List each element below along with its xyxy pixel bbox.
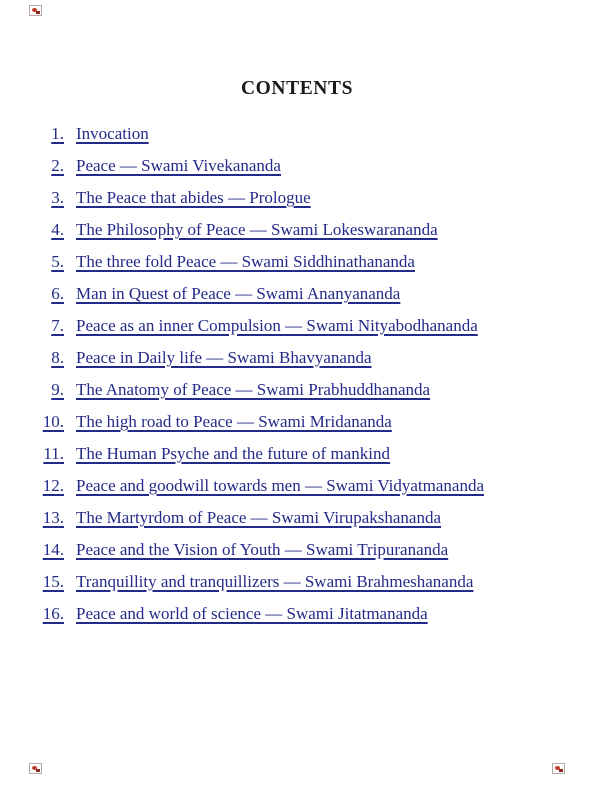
toc-item-label: Peace as an inner Compulsion — Swami Nityabodhananda	[76, 316, 478, 335]
toc-link[interactable]	[29, 598, 579, 630]
toc-link[interactable]	[29, 150, 579, 182]
toc-link[interactable]	[29, 374, 579, 406]
toc-item-label: Peace and the Vision of Youth — Swami Tripurananda	[76, 540, 449, 559]
toc-link[interactable]	[29, 278, 579, 310]
toc-link[interactable]	[29, 534, 579, 566]
toc-item-label: Man in Quest of Peace — Swami Ananyananda	[76, 284, 401, 303]
broken-image-icon	[29, 5, 42, 16]
toc-item-label: The Martyrdom of Peace — Swami Virupakshananda	[76, 508, 442, 527]
toc-item-number: 7.	[51, 316, 64, 335]
toc-item-label: The three fold Peace — Swami Siddhinathananda	[76, 252, 415, 271]
toc-item-number: 2.	[51, 156, 64, 175]
toc-item-label: Peace in Daily life — Swami Bhavyananda	[76, 348, 372, 367]
toc-link[interactable]	[29, 342, 579, 374]
page-title: CONTENTS	[240, 78, 354, 99]
toc-item-number: 10.	[42, 412, 64, 431]
toc-item-number: 8.	[51, 348, 64, 367]
toc-link[interactable]	[29, 502, 579, 534]
toc-item-number: 4.	[51, 220, 64, 239]
toc-link[interactable]	[29, 566, 579, 598]
toc-item-label: The Peace that abides — Prologue	[76, 188, 311, 207]
toc-item-number: 3.	[51, 188, 64, 207]
toc-item-label: Invocation	[76, 124, 149, 143]
toc-item-label: The high road to Peace — Swami Mridananda	[76, 412, 392, 431]
toc-link[interactable]	[29, 406, 579, 438]
toc-item-label: Tranquillity and tranquillizers — Swami Brahmeshananda	[76, 572, 474, 591]
toc-link[interactable]	[29, 214, 579, 246]
toc-link[interactable]	[29, 246, 579, 278]
toc-item-number: 14.	[42, 540, 64, 559]
toc-link[interactable]	[29, 182, 579, 214]
toc-item-label: Peace and world of science — Swami Jitatmananda	[76, 604, 428, 623]
toc-item-number: 5.	[51, 252, 64, 271]
toc-item-label: The Philosophy of Peace — Swami Lokeswarananda	[76, 220, 438, 239]
toc-link[interactable]	[29, 310, 579, 342]
broken-image-icon	[29, 763, 42, 774]
toc-link[interactable]	[29, 118, 579, 150]
toc-item-label: The Anatomy of Peace — Swami Prabhuddhananda	[76, 380, 431, 399]
toc-item-number: 9.	[51, 380, 64, 399]
toc-item-number: 16.	[42, 604, 64, 623]
toc-item-label: Peace — Swami Vivekananda	[76, 156, 281, 175]
toc-item-number: 13.	[42, 508, 64, 527]
toc-item-number: 15.	[42, 572, 64, 591]
toc-link[interactable]	[29, 438, 579, 470]
toc-item-number: 12.	[42, 476, 64, 495]
broken-image-icon	[552, 763, 565, 774]
toc-item-label: The Human Psyche and the future of mankind	[76, 444, 390, 463]
toc-item-label: Peace and goodwill towards men — Swami Vidyatmananda	[76, 476, 484, 495]
toc-item-number: 6.	[51, 284, 64, 303]
table-of-contents	[29, 118, 579, 630]
toc-link[interactable]	[29, 470, 579, 502]
toc-item-number: 11.	[43, 444, 64, 463]
toc-item-number: 1.	[51, 124, 64, 143]
